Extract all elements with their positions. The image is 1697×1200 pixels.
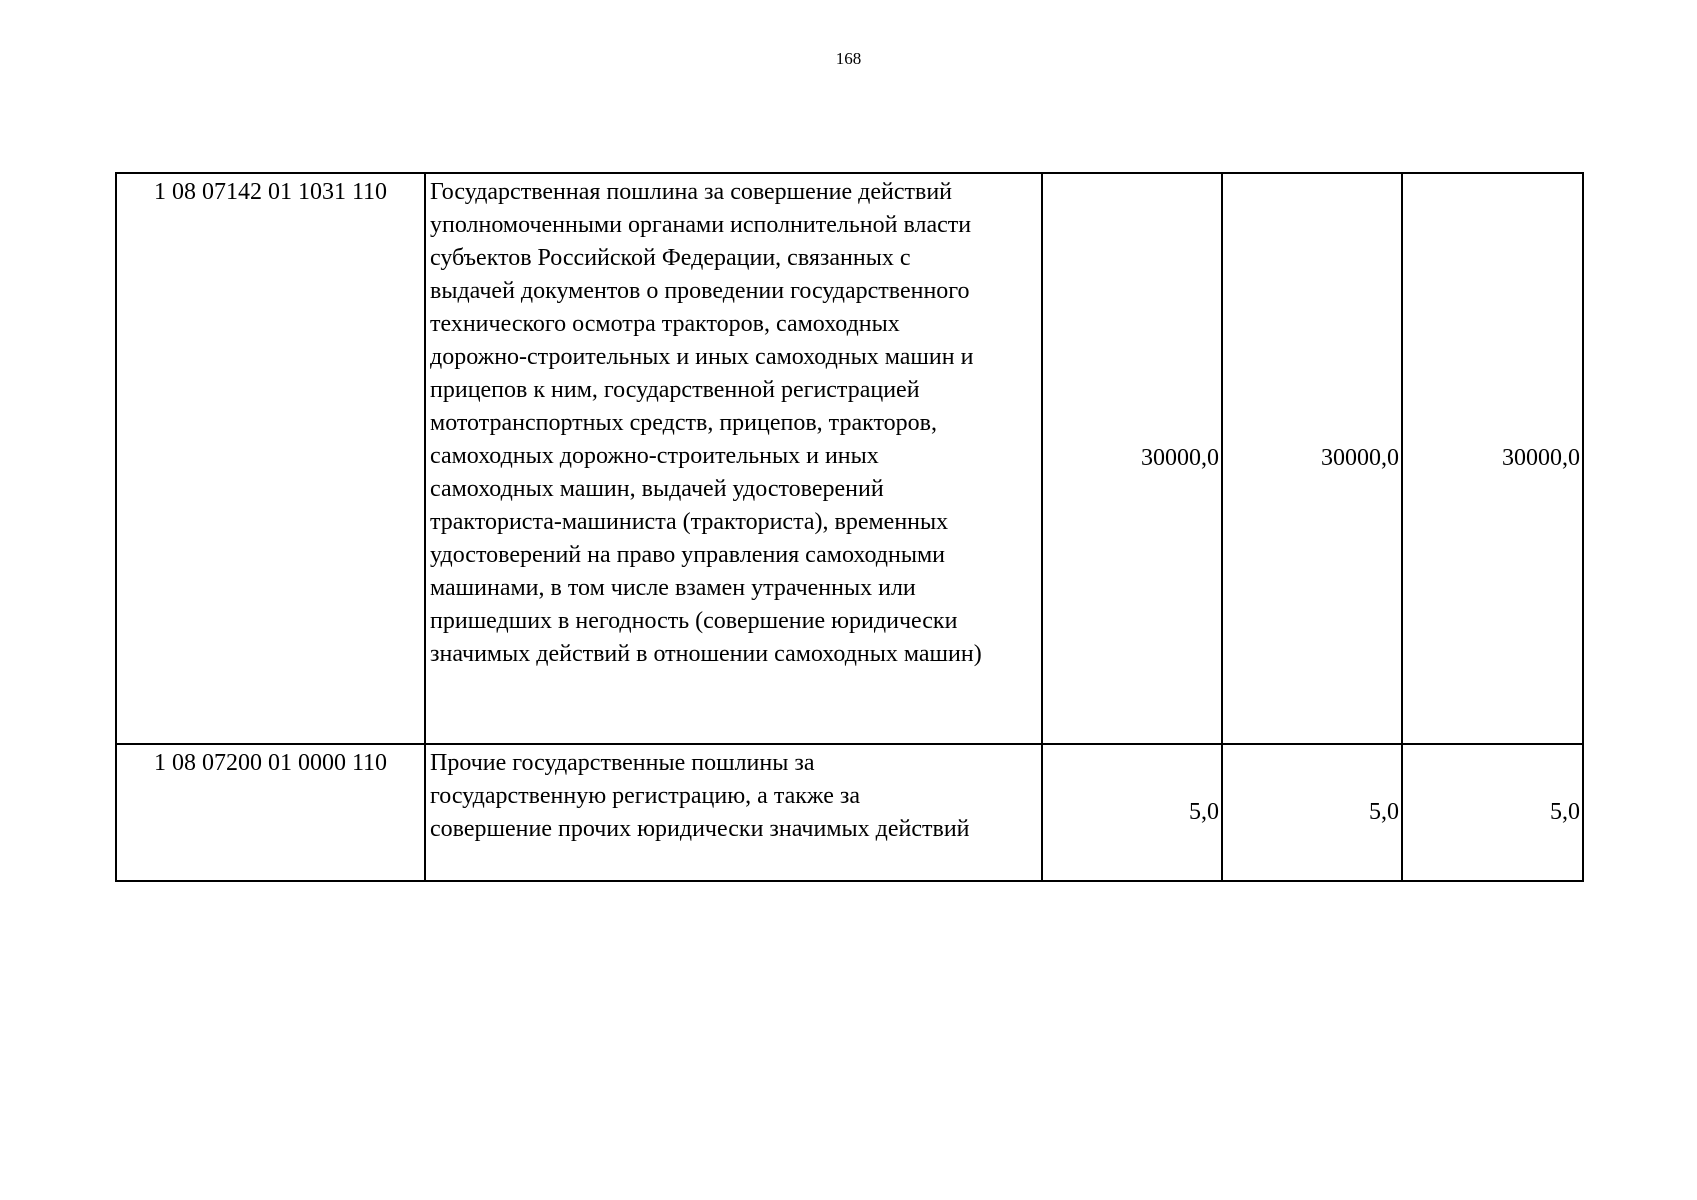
description-line: машинами, в том числе взамен утраченных или — [430, 575, 916, 601]
amount-cell: 30000,0 — [1402, 173, 1583, 744]
description-line: дорожно-строительных и иных самоходных машин и — [430, 344, 974, 370]
revenue-table — [115, 172, 1584, 882]
table-row — [116, 173, 1583, 744]
page-number: 168 — [835, 49, 862, 68]
description-line: значимых действий в отношении самоходных машин) — [430, 641, 982, 667]
description-line: выдачей документов о проведении государственного — [430, 278, 970, 304]
description-line: субъектов Российской Федерации, связанных с — [430, 245, 911, 271]
amount-cell: 5,0 — [1402, 744, 1583, 881]
amount-cell: 5,0 — [1222, 744, 1402, 881]
description-line: прицепов к ним, государственной регистрацией — [430, 377, 920, 403]
description-line: Государственная пошлина за совершение действий — [430, 179, 953, 205]
description-line: пришедших в негодность (совершение юридически — [430, 608, 958, 634]
description-line: тракториста-машиниста (тракториста), временных — [430, 509, 949, 535]
description-line: самоходных машин, выдачей удостоверений — [430, 476, 884, 502]
amount-cell: 30000,0 — [1042, 173, 1222, 744]
description-line: уполномоченными органами исполнительной власти — [430, 212, 972, 238]
description-line: мототранспортных средств, прицепов, тракторов, — [430, 410, 937, 436]
description-line: самоходных дорожно-строительных и иных — [430, 443, 879, 469]
description-cell — [425, 744, 1042, 881]
description-line: совершение прочих юридически значимых действий — [430, 816, 970, 842]
description-line: удостоверений на право управления самоходными — [430, 542, 945, 568]
description-cell — [425, 173, 1042, 744]
description-line: государственную регистрацию, а также за — [430, 783, 860, 809]
table-row — [116, 744, 1583, 881]
amount-cell: 5,0 — [1042, 744, 1222, 881]
description-line: технического осмотра тракторов, самоходных — [430, 311, 900, 337]
budget-code-cell: 1 08 07142 01 1031 110 — [116, 173, 425, 744]
amount-cell: 30000,0 — [1222, 173, 1402, 744]
description-line: Прочие государственные пошлины за — [430, 750, 815, 776]
budget-code-cell: 1 08 07200 01 0000 110 — [116, 744, 425, 881]
